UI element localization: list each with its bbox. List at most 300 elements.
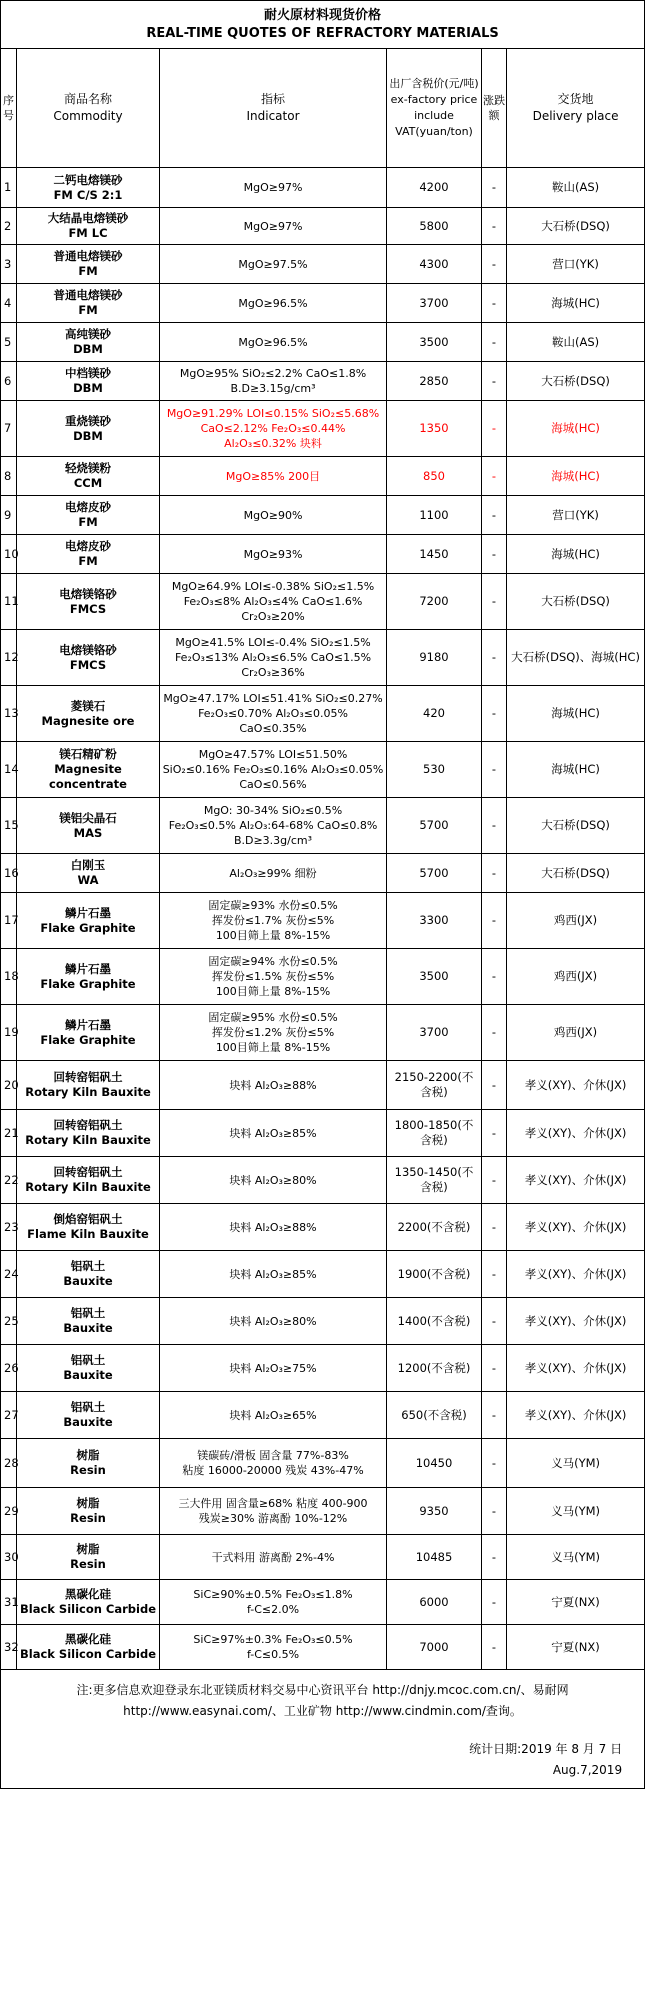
change-cell: - <box>482 284 507 323</box>
commodity-name-cn: 鳞片石墨 <box>65 905 111 920</box>
table-row <box>1 245 645 284</box>
indicator-cell <box>160 1535 387 1580</box>
price-cell: 1100 <box>387 496 482 535</box>
commodity-name-cn: 倒焰窑铝矾土 <box>53 1212 123 1226</box>
price-cell: 420 <box>387 686 482 742</box>
row-number: 13 <box>1 686 17 742</box>
commodity-name-en: FM <box>78 303 98 317</box>
change-cell: - <box>482 1439 507 1488</box>
commodity-name-en: Bauxite <box>63 1368 113 1382</box>
commodity-name-en: Rotary Kiln Bauxite <box>25 1133 151 1147</box>
row-number: 7 <box>1 401 17 457</box>
delivery-cell: 海城(HC) <box>507 686 645 742</box>
indicator-cell <box>160 323 387 362</box>
commodity-name-en: Flake Graphite <box>40 920 136 935</box>
commodity-cell <box>17 1580 160 1625</box>
commodity-name-cn: 电熔皮砂 <box>65 539 111 553</box>
commodity-cell <box>17 1535 160 1580</box>
header-delivery-cn: 交货地 <box>557 92 594 106</box>
price-cell: 10485 <box>387 1535 482 1580</box>
delivery-cell: 义马(YM) <box>507 1439 645 1488</box>
footnote-line-1: 注:更多信息欢迎登录东北亚镁质材料交易中心资讯平台 http://dnjy.mcoc.com.cn/、易耐网 <box>76 1683 569 1697</box>
indicator-line: 镁碳砖/滑板 固含量 77%-83% <box>197 1449 349 1462</box>
commodity-name-cn: 黑碳化硅 <box>65 1587 111 1601</box>
indicator-line: SiC≥97%±0.3% Fe₂O₃≤0.5% <box>193 1633 353 1646</box>
price-cell: 9350 <box>387 1488 482 1535</box>
indicator-cell <box>160 1580 387 1625</box>
commodity-name-cn: 二钙电熔镁砂 <box>53 172 123 187</box>
commodity-name-cn: 鳞片石墨 <box>65 1017 111 1032</box>
commodity-cell <box>17 854 160 893</box>
row-number: 24 <box>1 1251 17 1298</box>
commodity-name-en: CCM <box>73 476 103 490</box>
row-number: 17 <box>1 893 17 949</box>
row-number: 18 <box>1 949 17 1005</box>
commodity-name-cn: 回转窑铝矾土 <box>53 1070 123 1084</box>
commodity-cell <box>17 1251 160 1298</box>
delivery-cell: 鸡西(JX) <box>507 1005 645 1061</box>
commodity-name-en: Flake Graphite <box>40 1032 136 1047</box>
header-delivery <box>507 49 645 168</box>
delivery-cell: 孝义(XY)、介休(JX) <box>507 1298 645 1345</box>
commodity-cell <box>17 1204 160 1251</box>
delivery-cell: 孝义(XY)、介休(JX) <box>507 1251 645 1298</box>
indicator-line: B.D≥3.15g/cm³ <box>230 382 316 395</box>
delivery-cell: 鞍山(AS) <box>507 168 645 208</box>
commodity-name-cn: 树脂 <box>76 1542 100 1556</box>
indicator-cell <box>160 284 387 323</box>
commodity-name-cn: 轻烧镁粉 <box>65 461 111 475</box>
indicator-cell <box>160 630 387 686</box>
commodity-cell <box>17 1061 160 1110</box>
change-cell: - <box>482 1345 507 1392</box>
commodity-name-en: Magnesite ore <box>41 713 135 728</box>
indicator-line: SiC≥90%±0.5% Fe₂O₃≤1.8% <box>193 1588 353 1601</box>
row-number: 14 <box>1 742 17 798</box>
table-row <box>1 949 645 1005</box>
change-cell: - <box>482 362 507 401</box>
indicator-line: 三大件用 固含量≥68% 粘度 400-900 <box>178 1497 368 1510</box>
commodity-name-en: FMCS <box>69 601 107 616</box>
indicator-cell <box>160 535 387 574</box>
price-table-body <box>1 1 645 1670</box>
commodity-name-cn: 电熔镁铬砂 <box>59 642 117 657</box>
table-row <box>1 496 645 535</box>
commodity-cell <box>17 1392 160 1439</box>
commodity-name-en: Resin <box>70 1557 106 1571</box>
table-row <box>1 457 645 496</box>
delivery-cell: 大石桥(DSQ) <box>507 362 645 401</box>
commodity-cell <box>17 401 160 457</box>
indicator-cell <box>160 208 387 245</box>
change-cell: - <box>482 1488 507 1535</box>
commodity-name-en: FM <box>78 554 98 568</box>
indicator-line: 块料 Al₂O₃≥85% <box>229 1126 317 1140</box>
header-indicator-cn: 指标 <box>260 92 285 106</box>
indicator-line: MgO≥91.29% LOI≤0.15% SiO₂≤5.68% <box>166 407 380 420</box>
commodity-cell <box>17 630 160 686</box>
indicator-cell <box>160 1157 387 1204</box>
commodity-cell <box>17 742 160 798</box>
header-indicator-en: Indicator <box>246 109 300 123</box>
price-cell: 2850 <box>387 362 482 401</box>
indicator-line: Cr₂O₃≥36% <box>241 666 305 679</box>
table-row <box>1 798 645 854</box>
price-cell: 10450 <box>387 1439 482 1488</box>
commodity-name-cn: 树脂 <box>76 1496 100 1510</box>
commodity-name-en: FMCS <box>69 657 107 672</box>
table-row <box>1 1110 645 1157</box>
indicator-line: 粘度 16000-20000 残炭 43%-47% <box>182 1464 364 1477</box>
delivery-cell: 孝义(XY)、介休(JX) <box>507 1110 645 1157</box>
delivery-cell: 鸡西(JX) <box>507 893 645 949</box>
delivery-cell: 鸡西(JX) <box>507 949 645 1005</box>
delivery-cell: 宁夏(NX) <box>507 1625 645 1670</box>
delivery-cell: 义马(YM) <box>507 1535 645 1580</box>
delivery-cell: 孝义(XY)、介休(JX) <box>507 1345 645 1392</box>
indicator-line: Fe₂O₃≤0.5% Al₂O₃:64-68% CaO≤0.8% <box>168 819 378 832</box>
price-cell: 4200 <box>387 168 482 208</box>
delivery-cell: 宁夏(NX) <box>507 1580 645 1625</box>
delivery-cell: 孝义(XY)、介休(JX) <box>507 1157 645 1204</box>
change-cell: - <box>482 1298 507 1345</box>
indicator-cell <box>160 1204 387 1251</box>
indicator-cell <box>160 742 387 798</box>
commodity-cell <box>17 1439 160 1488</box>
indicator-cell <box>160 457 387 496</box>
indicator-line: CaO≤2.12% Fe₂O₃≤0.44% <box>200 422 346 435</box>
row-number: 32 <box>1 1625 17 1670</box>
indicator-cell <box>160 496 387 535</box>
commodity-name-cn: 鳞片石墨 <box>65 961 111 976</box>
price-cell: 2150-2200(不含税) <box>387 1061 482 1110</box>
change-cell: - <box>482 168 507 208</box>
commodity-name-en: WA <box>77 873 99 887</box>
commodity-cell <box>17 208 160 245</box>
indicator-line: Al₂O₃≤0.32% 块料 <box>224 437 322 450</box>
price-cell: 1450 <box>387 535 482 574</box>
commodity-name-en: Resin <box>70 1511 106 1525</box>
price-cell: 9180 <box>387 630 482 686</box>
header-commodity-cn: 商品名称 <box>63 92 112 106</box>
delivery-cell: 大石桥(DSQ) <box>507 208 645 245</box>
statistics-date <box>1 1732 645 1789</box>
row-number: 30 <box>1 1535 17 1580</box>
header-price: 出厂含税价(元/吨) ex-factory price include VAT(yuan/ton) <box>387 49 482 168</box>
header-no: 序号 <box>1 49 17 168</box>
indicator-line: MgO≥96.5% <box>238 296 308 310</box>
indicator-line: CaO≤0.56% <box>239 778 307 791</box>
table-row <box>1 535 645 574</box>
price-cell: 3500 <box>387 323 482 362</box>
indicator-line: MgO≥97% <box>243 181 303 194</box>
indicator-line: 固定碳≥94% 水份≤0.5% <box>208 955 338 968</box>
commodity-cell <box>17 457 160 496</box>
commodity-cell <box>17 323 160 362</box>
indicator-line: 100目筛上量 8%-15% <box>215 1041 331 1054</box>
commodity-name-en: Bauxite <box>63 1321 113 1335</box>
commodity-name-cn: 普通电熔镁砂 <box>53 249 123 263</box>
change-cell: - <box>482 893 507 949</box>
indicator-line: MgO≥47.57% LOI≤51.50% <box>198 748 348 761</box>
header-change: 涨跌额 <box>482 49 507 168</box>
indicator-line: 固定碳≥95% 水份≤0.5% <box>208 1011 338 1024</box>
price-cell: 530 <box>387 742 482 798</box>
commodity-name-en: Flake Graphite <box>40 976 136 991</box>
change-cell: - <box>482 574 507 630</box>
table-row <box>1 630 645 686</box>
indicator-line: Al₂O₃≥99% 细粉 <box>229 866 317 880</box>
commodity-cell <box>17 245 160 284</box>
indicator-line: 块料 Al₂O₃≥88% <box>229 1220 317 1234</box>
table-row <box>1 168 645 208</box>
row-number: 20 <box>1 1061 17 1110</box>
table-row <box>1 854 645 893</box>
delivery-cell: 营口(YK) <box>507 496 645 535</box>
delivery-cell: 营口(YK) <box>507 245 645 284</box>
header-indicator <box>160 49 387 168</box>
change-cell: - <box>482 1580 507 1625</box>
indicator-cell <box>160 1625 387 1670</box>
indicator-cell <box>160 574 387 630</box>
price-cell: 650(不含税) <box>387 1392 482 1439</box>
commodity-cell <box>17 284 160 323</box>
table-row <box>1 574 645 630</box>
indicator-cell <box>160 1005 387 1061</box>
commodity-name-en: FM LC <box>68 226 108 240</box>
price-cell: 6000 <box>387 1580 482 1625</box>
indicator-cell <box>160 245 387 284</box>
commodity-name-cn: 铝矾土 <box>70 1259 106 1273</box>
row-number: 21 <box>1 1110 17 1157</box>
indicator-line: 残炭≥30% 游离酚 10%-12% <box>198 1512 348 1525</box>
commodity-name-cn: 铝矾土 <box>70 1353 106 1367</box>
indicator-line: 块料 Al₂O₃≥85% <box>229 1267 317 1281</box>
indicator-line: 块料 Al₂O₃≥88% <box>229 1078 317 1092</box>
indicator-line: f-C≤0.5% <box>246 1648 300 1661</box>
table-row <box>1 742 645 798</box>
commodity-name-en: Black Silicon Carbide <box>19 1647 157 1661</box>
indicator-line: MgO≥97% <box>243 219 303 233</box>
price-cell: 5700 <box>387 798 482 854</box>
row-number: 11 <box>1 574 17 630</box>
commodity-name-en: Black Silicon Carbide <box>19 1602 157 1616</box>
change-cell: - <box>482 1204 507 1251</box>
change-cell: - <box>482 401 507 457</box>
commodity-cell <box>17 1345 160 1392</box>
date-en: Aug.7,2019 <box>552 1763 623 1777</box>
table-row <box>1 1625 645 1670</box>
indicator-cell <box>160 362 387 401</box>
indicator-line: 块料 Al₂O₃≥80% <box>229 1314 317 1328</box>
commodity-name-cn: 电熔皮砂 <box>65 500 111 514</box>
row-number: 2 <box>1 208 17 245</box>
commodity-name-cn: 回转窑铝矾土 <box>53 1165 123 1179</box>
change-cell: - <box>482 630 507 686</box>
indicator-line: MgO: 30-34% SiO₂≤0.5% <box>203 804 343 817</box>
row-number: 28 <box>1 1439 17 1488</box>
commodity-name-cn: 菱镁石 <box>70 698 106 713</box>
row-number: 15 <box>1 798 17 854</box>
table-row <box>1 362 645 401</box>
commodity-cell <box>17 574 160 630</box>
change-cell: - <box>482 742 507 798</box>
price-cell: 5700 <box>387 854 482 893</box>
row-number: 23 <box>1 1204 17 1251</box>
title-cn: 耐火原材料现货价格 <box>264 7 382 23</box>
indicator-cell <box>160 401 387 457</box>
commodity-name-en: Bauxite <box>63 1415 113 1429</box>
commodity-name-cn: 树脂 <box>76 1448 100 1462</box>
price-cell: 1800-1850(不含税) <box>387 1110 482 1157</box>
row-number: 4 <box>1 284 17 323</box>
indicator-line: 块料 Al₂O₃≥80% <box>229 1173 317 1187</box>
change-cell: - <box>482 1061 507 1110</box>
indicator-cell <box>160 1392 387 1439</box>
commodity-name-en: DBM <box>73 381 103 395</box>
row-number: 5 <box>1 323 17 362</box>
delivery-cell: 大石桥(DSQ) <box>507 574 645 630</box>
delivery-cell: 海城(HC) <box>507 401 645 457</box>
indicator-cell <box>160 854 387 893</box>
commodity-name-cn: 铝矾土 <box>70 1400 106 1414</box>
indicator-line: 挥发份≤1.2% 灰份≤5% <box>211 1026 335 1039</box>
table-row <box>1 893 645 949</box>
footnote-line-2: http://www.easynai.com/、工业矿物 http://www.cindmin.com/查询。 <box>123 1704 522 1718</box>
row-number: 25 <box>1 1298 17 1345</box>
change-cell: - <box>482 1535 507 1580</box>
price-cell: 1400(不含税) <box>387 1298 482 1345</box>
table-title <box>1 1 645 49</box>
price-cell: 4300 <box>387 245 482 284</box>
table-row <box>1 323 645 362</box>
commodity-cell <box>17 168 160 208</box>
commodity-cell <box>17 1488 160 1535</box>
delivery-cell: 海城(HC) <box>507 284 645 323</box>
change-cell: - <box>482 1110 507 1157</box>
commodity-name-en: Resin <box>70 1463 106 1477</box>
indicator-line: 100目筛上量 8%-15% <box>215 985 331 998</box>
indicator-cell <box>160 168 387 208</box>
indicator-line: MgO≥96.5% <box>238 335 308 349</box>
indicator-line: MgO≥41.5% LOI≤-0.4% SiO₂≤1.5% <box>175 636 371 649</box>
commodity-cell <box>17 362 160 401</box>
price-cell: 2200(不含税) <box>387 1204 482 1251</box>
table-row <box>1 1345 645 1392</box>
commodity-cell <box>17 1110 160 1157</box>
table-row <box>1 1251 645 1298</box>
footnote <box>1 1670 645 1733</box>
row-number: 1 <box>1 168 17 208</box>
row-number: 27 <box>1 1392 17 1439</box>
table-row <box>1 1439 645 1488</box>
indicator-line: B.D≥3.3g/cm³ <box>233 834 313 847</box>
commodity-name-cn: 普通电熔镁砂 <box>53 288 123 302</box>
table-row <box>1 1157 645 1204</box>
indicator-line: 块料 Al₂O₃≥65% <box>229 1408 317 1422</box>
commodity-cell <box>17 893 160 949</box>
indicator-line: 挥发份≤1.7% 灰份≤5% <box>211 914 335 927</box>
change-cell: - <box>482 1251 507 1298</box>
row-number: 12 <box>1 630 17 686</box>
indicator-cell <box>160 893 387 949</box>
header-commodity-en: Commodity <box>53 109 123 123</box>
price-cell: 1200(不含税) <box>387 1345 482 1392</box>
table-row <box>1 1005 645 1061</box>
change-cell: - <box>482 323 507 362</box>
commodity-name-en: FM <box>78 264 98 278</box>
row-number: 8 <box>1 457 17 496</box>
indicator-line: MgO≥85% 200目 <box>225 469 321 483</box>
change-cell: - <box>482 1157 507 1204</box>
price-cell: 1350-1450(不含税) <box>387 1157 482 1204</box>
footer-section <box>1 1670 645 1789</box>
indicator-cell <box>160 1110 387 1157</box>
row-number: 29 <box>1 1488 17 1535</box>
header-commodity <box>17 49 160 168</box>
indicator-line: MgO≥93% <box>243 547 303 561</box>
indicator-line: 挥发份≤1.5% 灰份≤5% <box>211 970 335 983</box>
delivery-cell: 海城(HC) <box>507 535 645 574</box>
title-en: REAL-TIME QUOTES OF REFRACTORY MATERIALS <box>146 25 499 41</box>
delivery-cell: 鞍山(AS) <box>507 323 645 362</box>
row-number: 26 <box>1 1345 17 1392</box>
indicator-line: Fe₂O₃≤0.70% Al₂O₃≤0.05% <box>198 707 348 720</box>
commodity-cell <box>17 1157 160 1204</box>
indicator-cell <box>160 1488 387 1535</box>
table-row <box>1 1488 645 1535</box>
row-number: 9 <box>1 496 17 535</box>
table-row <box>1 208 645 245</box>
commodity-name-en: FM <box>78 515 98 529</box>
commodity-name-en: Magnesite concentrate <box>49 762 127 791</box>
delivery-cell: 孝义(XY)、介休(JX) <box>507 1061 645 1110</box>
change-cell: - <box>482 1005 507 1061</box>
delivery-cell: 义马(YM) <box>507 1488 645 1535</box>
change-cell: - <box>482 854 507 893</box>
change-cell: - <box>482 686 507 742</box>
indicator-cell <box>160 1439 387 1488</box>
indicator-cell <box>160 1251 387 1298</box>
price-cell: 3500 <box>387 949 482 1005</box>
price-cell: 5800 <box>387 208 482 245</box>
commodity-name-en: Rotary Kiln Bauxite <box>25 1085 151 1099</box>
indicator-line: MgO≥64.9% LOI≤-0.38% SiO₂≤1.5% <box>171 580 375 593</box>
commodity-name-cn: 白刚玉 <box>70 858 106 872</box>
change-cell: - <box>482 1392 507 1439</box>
change-cell: - <box>482 535 507 574</box>
row-number: 10 <box>1 535 17 574</box>
commodity-cell <box>17 949 160 1005</box>
delivery-cell: 大石桥(DSQ)、海城(HC) <box>507 630 645 686</box>
change-cell: - <box>482 245 507 284</box>
indicator-cell <box>160 1061 387 1110</box>
change-cell: - <box>482 208 507 245</box>
delivery-cell: 大石桥(DSQ) <box>507 798 645 854</box>
commodity-name-cn: 电熔镁铬砂 <box>59 586 117 601</box>
commodity-name-en: Bauxite <box>63 1274 113 1288</box>
indicator-cell <box>160 1345 387 1392</box>
change-cell: - <box>482 949 507 1005</box>
delivery-cell: 海城(HC) <box>507 457 645 496</box>
price-cell: 3300 <box>387 893 482 949</box>
indicator-line: 100目筛上量 8%-15% <box>215 929 331 942</box>
row-number: 16 <box>1 854 17 893</box>
delivery-cell: 大石桥(DSQ) <box>507 854 645 893</box>
indicator-line: Fe₂O₃≤8% Al₂O₃≤4% CaO≤1.6% <box>183 595 363 608</box>
commodity-name-cn: 黑碳化硅 <box>65 1632 111 1646</box>
price-cell: 7200 <box>387 574 482 630</box>
